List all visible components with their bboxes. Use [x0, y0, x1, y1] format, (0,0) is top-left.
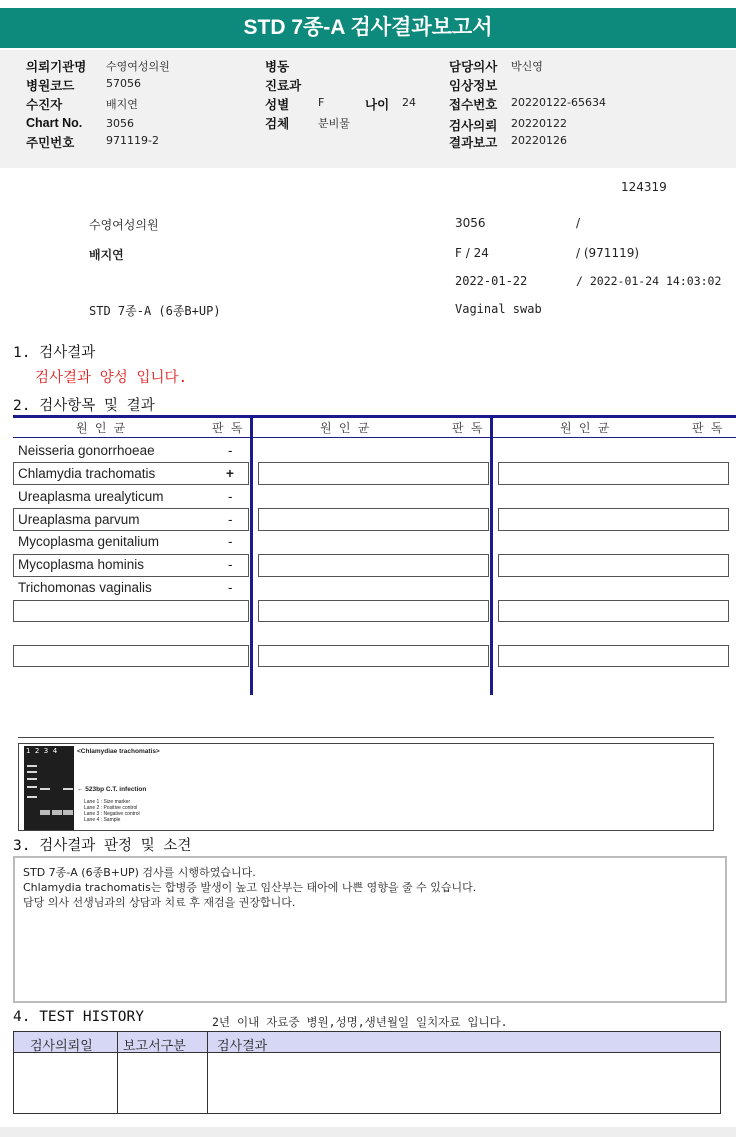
- report-datetime: / 2022-01-24 14:03:02: [576, 274, 722, 288]
- gel-legend-item: Lane 3 : Negative control: [84, 811, 140, 817]
- primer-band: [63, 810, 73, 815]
- opinion-line: STD 7종-A (6종B+UP) 검사를 시행하였습니다.: [23, 866, 256, 879]
- header-value: 분비물: [318, 117, 350, 130]
- sex-age: F / 24: [455, 246, 489, 260]
- header-label: 임상정보: [449, 79, 498, 93]
- marker-band: [27, 778, 37, 780]
- report-title: STD 7종-A 검사결과보고서: [0, 8, 736, 48]
- gel-band-label: ← 523bp C.T. infection: [77, 786, 147, 793]
- header-label: 검체: [265, 117, 290, 131]
- header-value: 57056: [106, 77, 141, 90]
- header-value: F: [318, 96, 325, 109]
- gel-legend-item: Lane 4 : Sample: [84, 817, 121, 823]
- pathogen-name-positive: Chlamydia trachomatis: [18, 466, 156, 481]
- row-box: [258, 600, 489, 622]
- request-date: 2022-01-22: [455, 274, 528, 288]
- row-box: [498, 462, 729, 485]
- marker-band: [27, 796, 37, 798]
- table-top-rule: [13, 415, 736, 418]
- header-label: 성별: [265, 98, 290, 112]
- gel-legend-item: Lane 2 : Positive control: [84, 805, 138, 811]
- header-value: 수영여성의원: [106, 60, 170, 73]
- pathogen-result: -: [228, 580, 233, 595]
- header-value: 20220122-65634: [511, 96, 606, 109]
- history-col-divider: [207, 1032, 208, 1113]
- separator: /: [576, 216, 581, 230]
- header-label: 병원코드: [26, 79, 75, 93]
- chart-number: 3056: [455, 216, 486, 230]
- section-heading: 4. TEST HISTORY: [13, 1009, 144, 1025]
- pathogen-result: -: [228, 489, 233, 504]
- test-name: STD 7종-A (6종B+UP): [89, 304, 221, 318]
- pathogen-name: Trichomonas vaginalis: [18, 580, 152, 595]
- opinion-line: Chlamydia trachomatis는 합병증 발생이 높고 임산부는 태아에 나쁜 영향을 줄 수 있습니다.: [23, 881, 477, 894]
- column-header-pathogen: 원 인 균: [76, 421, 126, 435]
- row-box: [258, 462, 489, 485]
- row-box: [498, 645, 729, 667]
- header-label: 검사의뢰: [449, 119, 498, 133]
- pathogen-name: Neisseria gonorrhoeae: [18, 443, 155, 458]
- pathogen-name: Mycoplasma genitalium: [18, 534, 160, 549]
- marker-band: [27, 765, 37, 767]
- sample-band: [63, 788, 73, 790]
- header-value: 박신영: [511, 60, 543, 73]
- column-header-pathogen: 원 인 균: [560, 421, 610, 435]
- header-value: 24: [402, 96, 416, 109]
- row-box: [13, 600, 249, 622]
- clinic-name: 수영여성의원: [89, 218, 159, 232]
- header-value: 20220126: [511, 134, 567, 147]
- pathogen-result: -: [228, 557, 233, 572]
- pathogen-name: Ureaplasma urealyticum: [18, 489, 164, 504]
- history-header-row: [14, 1032, 720, 1053]
- header-label: 의뢰기관명: [26, 60, 87, 74]
- history-col-header: 검사의뢰일: [30, 1039, 93, 1054]
- page-footer-bar: [0, 1127, 736, 1137]
- gel-lane-numbers: 1 2 3 4: [26, 747, 58, 755]
- row-box: [258, 645, 489, 667]
- column-header-judge: 판 독: [692, 421, 723, 435]
- gel-legend-item: Lane 1 : Size marker: [84, 799, 131, 805]
- pathogen-name: Ureaplasma parvum: [18, 512, 140, 527]
- table-header-rule: [13, 437, 736, 438]
- header-label: 나이: [365, 98, 390, 112]
- specimen-type: Vaginal swab: [455, 302, 542, 316]
- header-label: Chart No.: [26, 116, 83, 130]
- section-heading: 3. 검사결과 판정 및 소견: [13, 838, 192, 854]
- pathogen-result: -: [228, 443, 233, 458]
- header-label: 담당의사: [449, 60, 498, 74]
- history-col-header: 보고서구분: [123, 1039, 186, 1054]
- header-label: 주민번호: [26, 136, 75, 150]
- opinion-line: 담당 의사 선생님과의 상담과 치료 후 재검을 권장합니다.: [23, 896, 296, 909]
- column-header-pathogen: 원 인 균: [320, 421, 370, 435]
- header-label: 결과보고: [449, 136, 498, 150]
- pathogen-name: Mycoplasma hominis: [18, 557, 145, 572]
- patient-name: 배지연: [89, 248, 124, 262]
- header-label: 진료과: [265, 79, 302, 93]
- header-label: 접수번호: [449, 98, 498, 112]
- row-box: [258, 554, 489, 577]
- row-box: [498, 600, 729, 622]
- pathogen-result: -: [228, 534, 233, 549]
- header-value: 971119-2: [106, 134, 159, 147]
- history-col-divider: [117, 1032, 118, 1113]
- section-heading: 1. 검사결과: [13, 345, 96, 361]
- header-value: 3056: [106, 117, 134, 130]
- row-box: [13, 645, 249, 667]
- column-divider: [250, 415, 253, 695]
- report-code: 124319: [621, 180, 667, 194]
- row-box: [498, 508, 729, 531]
- positive-band: [40, 788, 50, 790]
- history-col-header: 검사결과: [217, 1039, 268, 1054]
- primer-band: [40, 810, 50, 815]
- marker-band: [27, 771, 37, 773]
- pathogen-result: -: [228, 512, 233, 527]
- primer-band: [52, 810, 62, 815]
- column-divider: [490, 415, 493, 695]
- header-label: 수진자: [26, 98, 63, 112]
- row-box: [498, 554, 729, 577]
- marker-band: [27, 786, 37, 788]
- birth-date: / (971119): [576, 246, 640, 260]
- header-label: 병동: [265, 60, 290, 74]
- column-header-judge: 판 독: [452, 421, 483, 435]
- history-note: 2년 이내 자료중 병원,성명,생년월일 일치자료 입니다.: [212, 1015, 508, 1029]
- column-header-judge: 판 독: [212, 421, 243, 435]
- gel-top-rule: [18, 737, 714, 738]
- header-value: 20220122: [511, 117, 567, 130]
- gel-title: <Chlamydiae trachomatis>: [77, 748, 160, 755]
- section-heading: 2. 검사항목 및 결과: [13, 398, 155, 414]
- row-box: [258, 508, 489, 531]
- pathogen-result-positive: +: [226, 466, 234, 481]
- header-value: 배지연: [106, 98, 138, 111]
- positive-result-text: 검사결과 양성 입니다.: [35, 370, 188, 386]
